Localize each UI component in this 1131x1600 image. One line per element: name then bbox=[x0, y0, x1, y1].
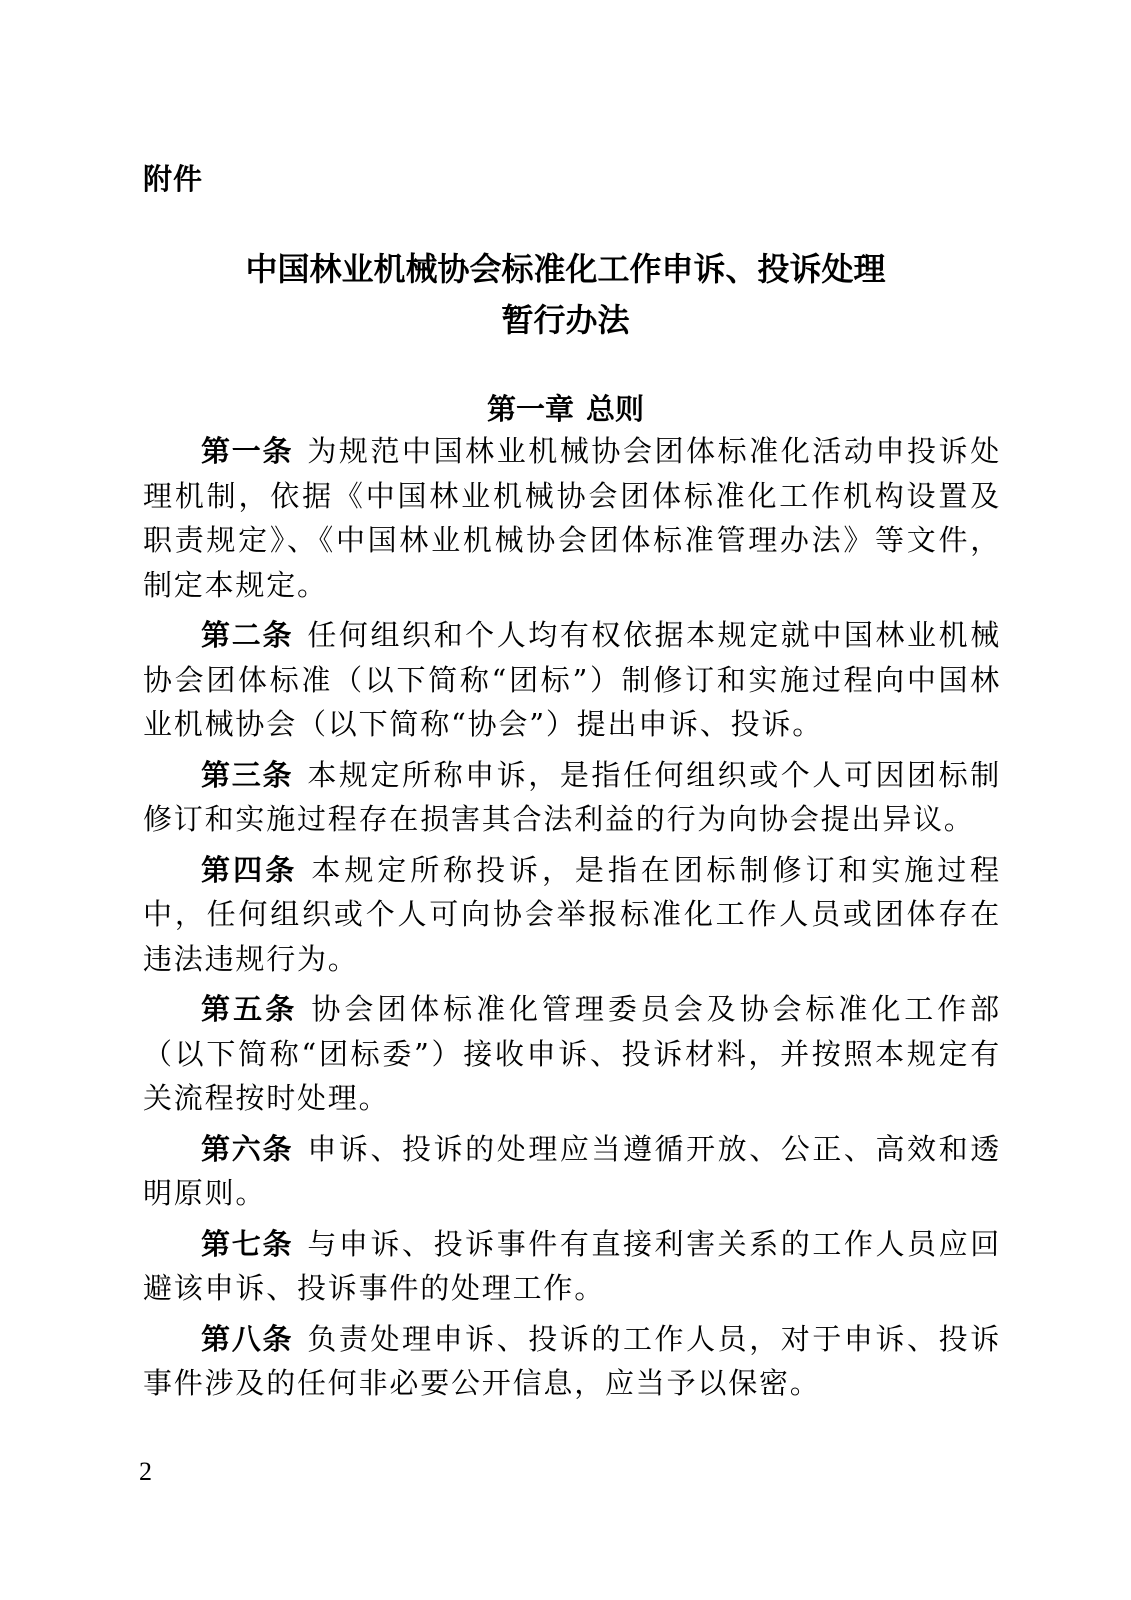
attachment-label: 附件 bbox=[143, 162, 204, 196]
article-7 bbox=[143, 1222, 1001, 1311]
article-text: 负责处理申诉、投诉的工作人员，对于申诉、投诉事件涉及的任何非必要公开信息，应当予以保密。 bbox=[143, 1321, 1001, 1400]
article-label: 第二条 bbox=[201, 618, 294, 652]
article-text: 本规定所称申诉，是指任何组织或个人可因团标制修订和实施过程存在损害其合法利益的行为向协会提出异议。 bbox=[143, 757, 1001, 836]
article-text: 与申诉、投诉事件有直接利害关系的工作人员应回避该申诉、投诉事件的处理工作。 bbox=[143, 1226, 1001, 1305]
article-label: 第三条 bbox=[201, 757, 294, 792]
article-2 bbox=[143, 613, 1001, 747]
article-label: 第四条 bbox=[201, 852, 298, 887]
article-label: 第一条 bbox=[201, 434, 294, 468]
article-text: 本规定所称投诉，是指在团标制修订和实施过程中，任何组织或个人可向协会举报标准化工作人员或团体存在违法违规行为。 bbox=[143, 852, 1001, 976]
article-text: 协会团体标准化管理委员会及协会标准化工作部（以下简称“团标委”）接收申诉、投诉材料，并按照本规定有关流程按时处理。 bbox=[143, 992, 1001, 1115]
article-label: 第六条 bbox=[201, 1131, 294, 1166]
article-3 bbox=[143, 753, 1001, 842]
article-4 bbox=[143, 848, 1001, 982]
chapter-heading bbox=[0, 386, 1131, 432]
articles-body bbox=[143, 429, 1001, 1412]
article-label: 第八条 bbox=[201, 1321, 294, 1356]
chapter-number: 第一章 bbox=[486, 392, 574, 426]
document-title-line-2: 暂行办法 bbox=[501, 301, 630, 339]
article-5 bbox=[143, 987, 1001, 1121]
chapter-name: 总则 bbox=[586, 392, 645, 426]
article-1 bbox=[143, 429, 1001, 607]
page-number: 2 bbox=[139, 1457, 152, 1486]
article-label: 第七条 bbox=[201, 1226, 294, 1261]
article-label: 第五条 bbox=[201, 992, 298, 1026]
article-6 bbox=[143, 1127, 1001, 1216]
article-text: 为规范中国林业机械协会团体标准化活动申投诉处理机制，依据《中国林业机械协会团体标准化工作机构设置及职责规定》、《中国林业机械协会团体标准管理办法》等文件，制定本规定。 bbox=[143, 434, 1001, 602]
document-title-line-1: 中国林业机械协会标准化工作申诉、投诉处理 bbox=[245, 250, 886, 288]
article-text: 任何组织和个人均有权依据本规定就中国林业机械协会团体标准（以下简称“团标”）制修订和实施过程向中国林业机械协会（以下简称“协会”）提出申诉、投诉。 bbox=[143, 618, 1001, 741]
article-text: 申诉、投诉的处理应当遵循开放、公正、高效和透明原则。 bbox=[143, 1131, 1001, 1210]
article-8 bbox=[143, 1317, 1001, 1406]
